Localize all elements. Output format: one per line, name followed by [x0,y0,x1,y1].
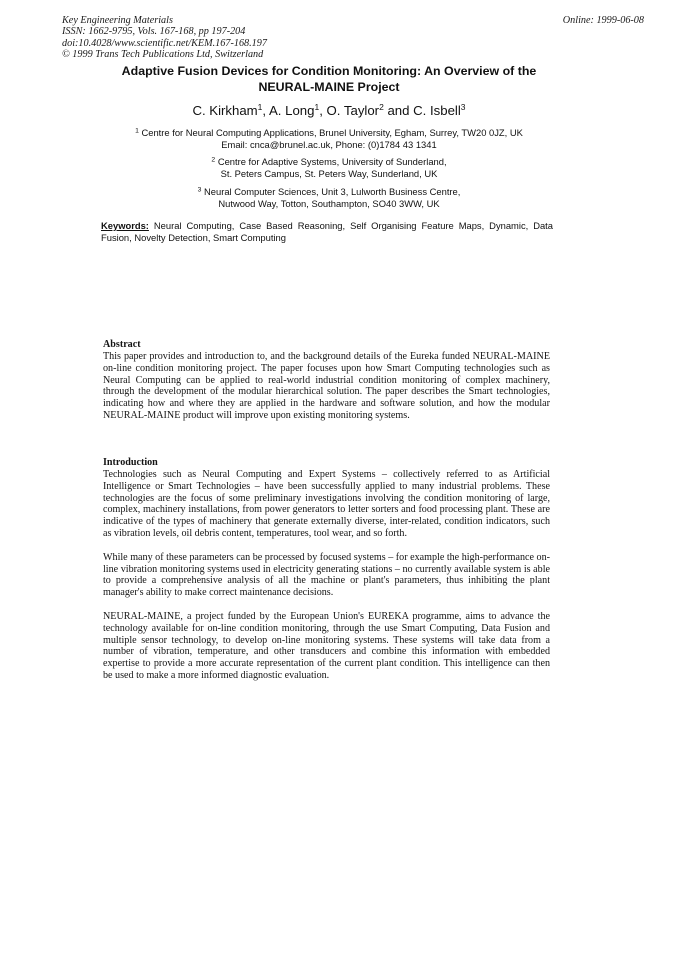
affiliation-3 [90,186,568,209]
affiliation-1 [90,127,568,150]
abstract-heading: Abstract [103,339,141,350]
affiliation-line: Neural Computer Sciences, Unit 3, Lulworth Business Centre, [204,186,461,197]
introduction-paragraph: Technologies such as Neural Computing and Expert Systems – collectively referred to as Artificial Intelligence or Smart Technologies – have been successfully applied to many industrial problems. These technologies are the focus of some preliminary investigations involving the condition monitoring of large, complex, machinery installations, from power generators to letter sorters and food processing plant. These are indicative of the types of machinery that generate externally diverse, inter-related, condition indicators, such as vibration levels, oil debris content, temperatures, tool wear, and so forth. [103,468,550,540]
author-list [90,103,568,119]
author-affiliation-mark: 1 [257,102,263,112]
author-separator: and [383,103,414,118]
title-line-2: NEURAL-MAINE Project [258,79,400,94]
affiliation-line: Centre for Neural Computing Applications, Brunel University, Egham, Surrey, TW20 0JZ, UK [141,127,523,138]
abstract-text: This paper provides and introduction to, and the background details of the Eureka funded NEURAL-MAINE on-line condition monitoring project. The paper focuses upon how Smart Computing technologies such as Neural Computing can be applied to real-world industrial condition monitoring of complex machinery, through the development of the modular hierarchical solution. The paper describes the Smart technologies, indicating how and where they are applied in the hardware and software solution, and how the modular NEURAL-MAINE product will improve upon existing monitoring systems. [103,350,550,422]
author-name: C. Isbell [413,103,461,118]
author-name: A. Long [269,103,315,118]
author-affiliation-mark: 2 [379,102,384,112]
affiliation-2 [90,156,568,179]
affiliation-mark: 1 [135,127,139,135]
author-name: C. Kirkham [192,103,258,118]
affiliation-line: Centre for Adaptive Systems, University of Sunderland, [217,156,447,167]
online-date: Online: 1999-06-08 [562,15,644,26]
keywords-text: Neural Computing, Case Based Reasoning, Self Organising Feature Maps, Dynamic, Data Fusion, Novelty Detection, Smart Computing [101,220,553,243]
journal-name: Key Engineering Materials [62,15,173,26]
journal-header [62,15,267,61]
keywords-block [101,220,553,244]
affiliation-mark: 3 [197,186,202,194]
author-separator: , [262,103,270,118]
author-affiliation-mark: 3 [460,102,466,112]
abstract-section [103,339,550,422]
introduction-paragraph: NEURAL-MAINE, a project funded by the European Union's EUREKA programme, aims to advance the technology available for on-line condition monitoring, through the use Smart Computing, Data Fusion and multiple sensor technology, to develop on-line monitoring systems. These systems will take data from a number of vibration, temperature, and other transducers and combine this information with embedded expertise to provide a more accurate representation of the current plant condition. This intelligence can then be used to make a more informed diagnostic evaluation. [103,610,550,682]
affiliation-address-line: Nutwood Way, Totton, Southampton, SO40 3WW, UK [218,197,440,209]
author-name: O. Taylor [326,103,380,118]
affiliation-contact-line: Email: cnca@brunel.ac.uk, Phone: (0)1784 43 1341 [221,138,437,150]
author-affiliation-mark: 1 [314,102,320,112]
affiliation-address-line: St. Peters Campus, St. Peters Way, Sunderland, UK [220,167,438,179]
introduction-paragraph: While many of these parameters can be processed by focused systems – for example the high-performance on-line vibration monitoring systems used in electricity generating stations – no currently available system is able to provide a comprehensive analysis of all the machine or plant's parameters, thus inhibiting the plant manager's ability to make correct maintenance decisions. [103,551,550,599]
doi-line: doi:10.4028/www.scientific.net/KEM.167-168.197 [62,37,267,49]
introduction-heading: Introduction [103,457,158,468]
introduction-section [103,457,550,682]
author-separator: , [319,103,327,118]
title-line-1: Adaptive Fusion Devices for Condition Monitoring: An Overview of the [121,64,537,78]
keywords-label: Keywords: [101,220,149,231]
affiliation-mark: 2 [211,156,216,164]
copyright-line: © 1999 Trans Tech Publications Ltd, Switzerland [62,49,264,61]
issn-line: ISSN: 1662-9795, Vols. 167-168, pp 197-204 [62,26,246,38]
paper-title [90,64,568,95]
